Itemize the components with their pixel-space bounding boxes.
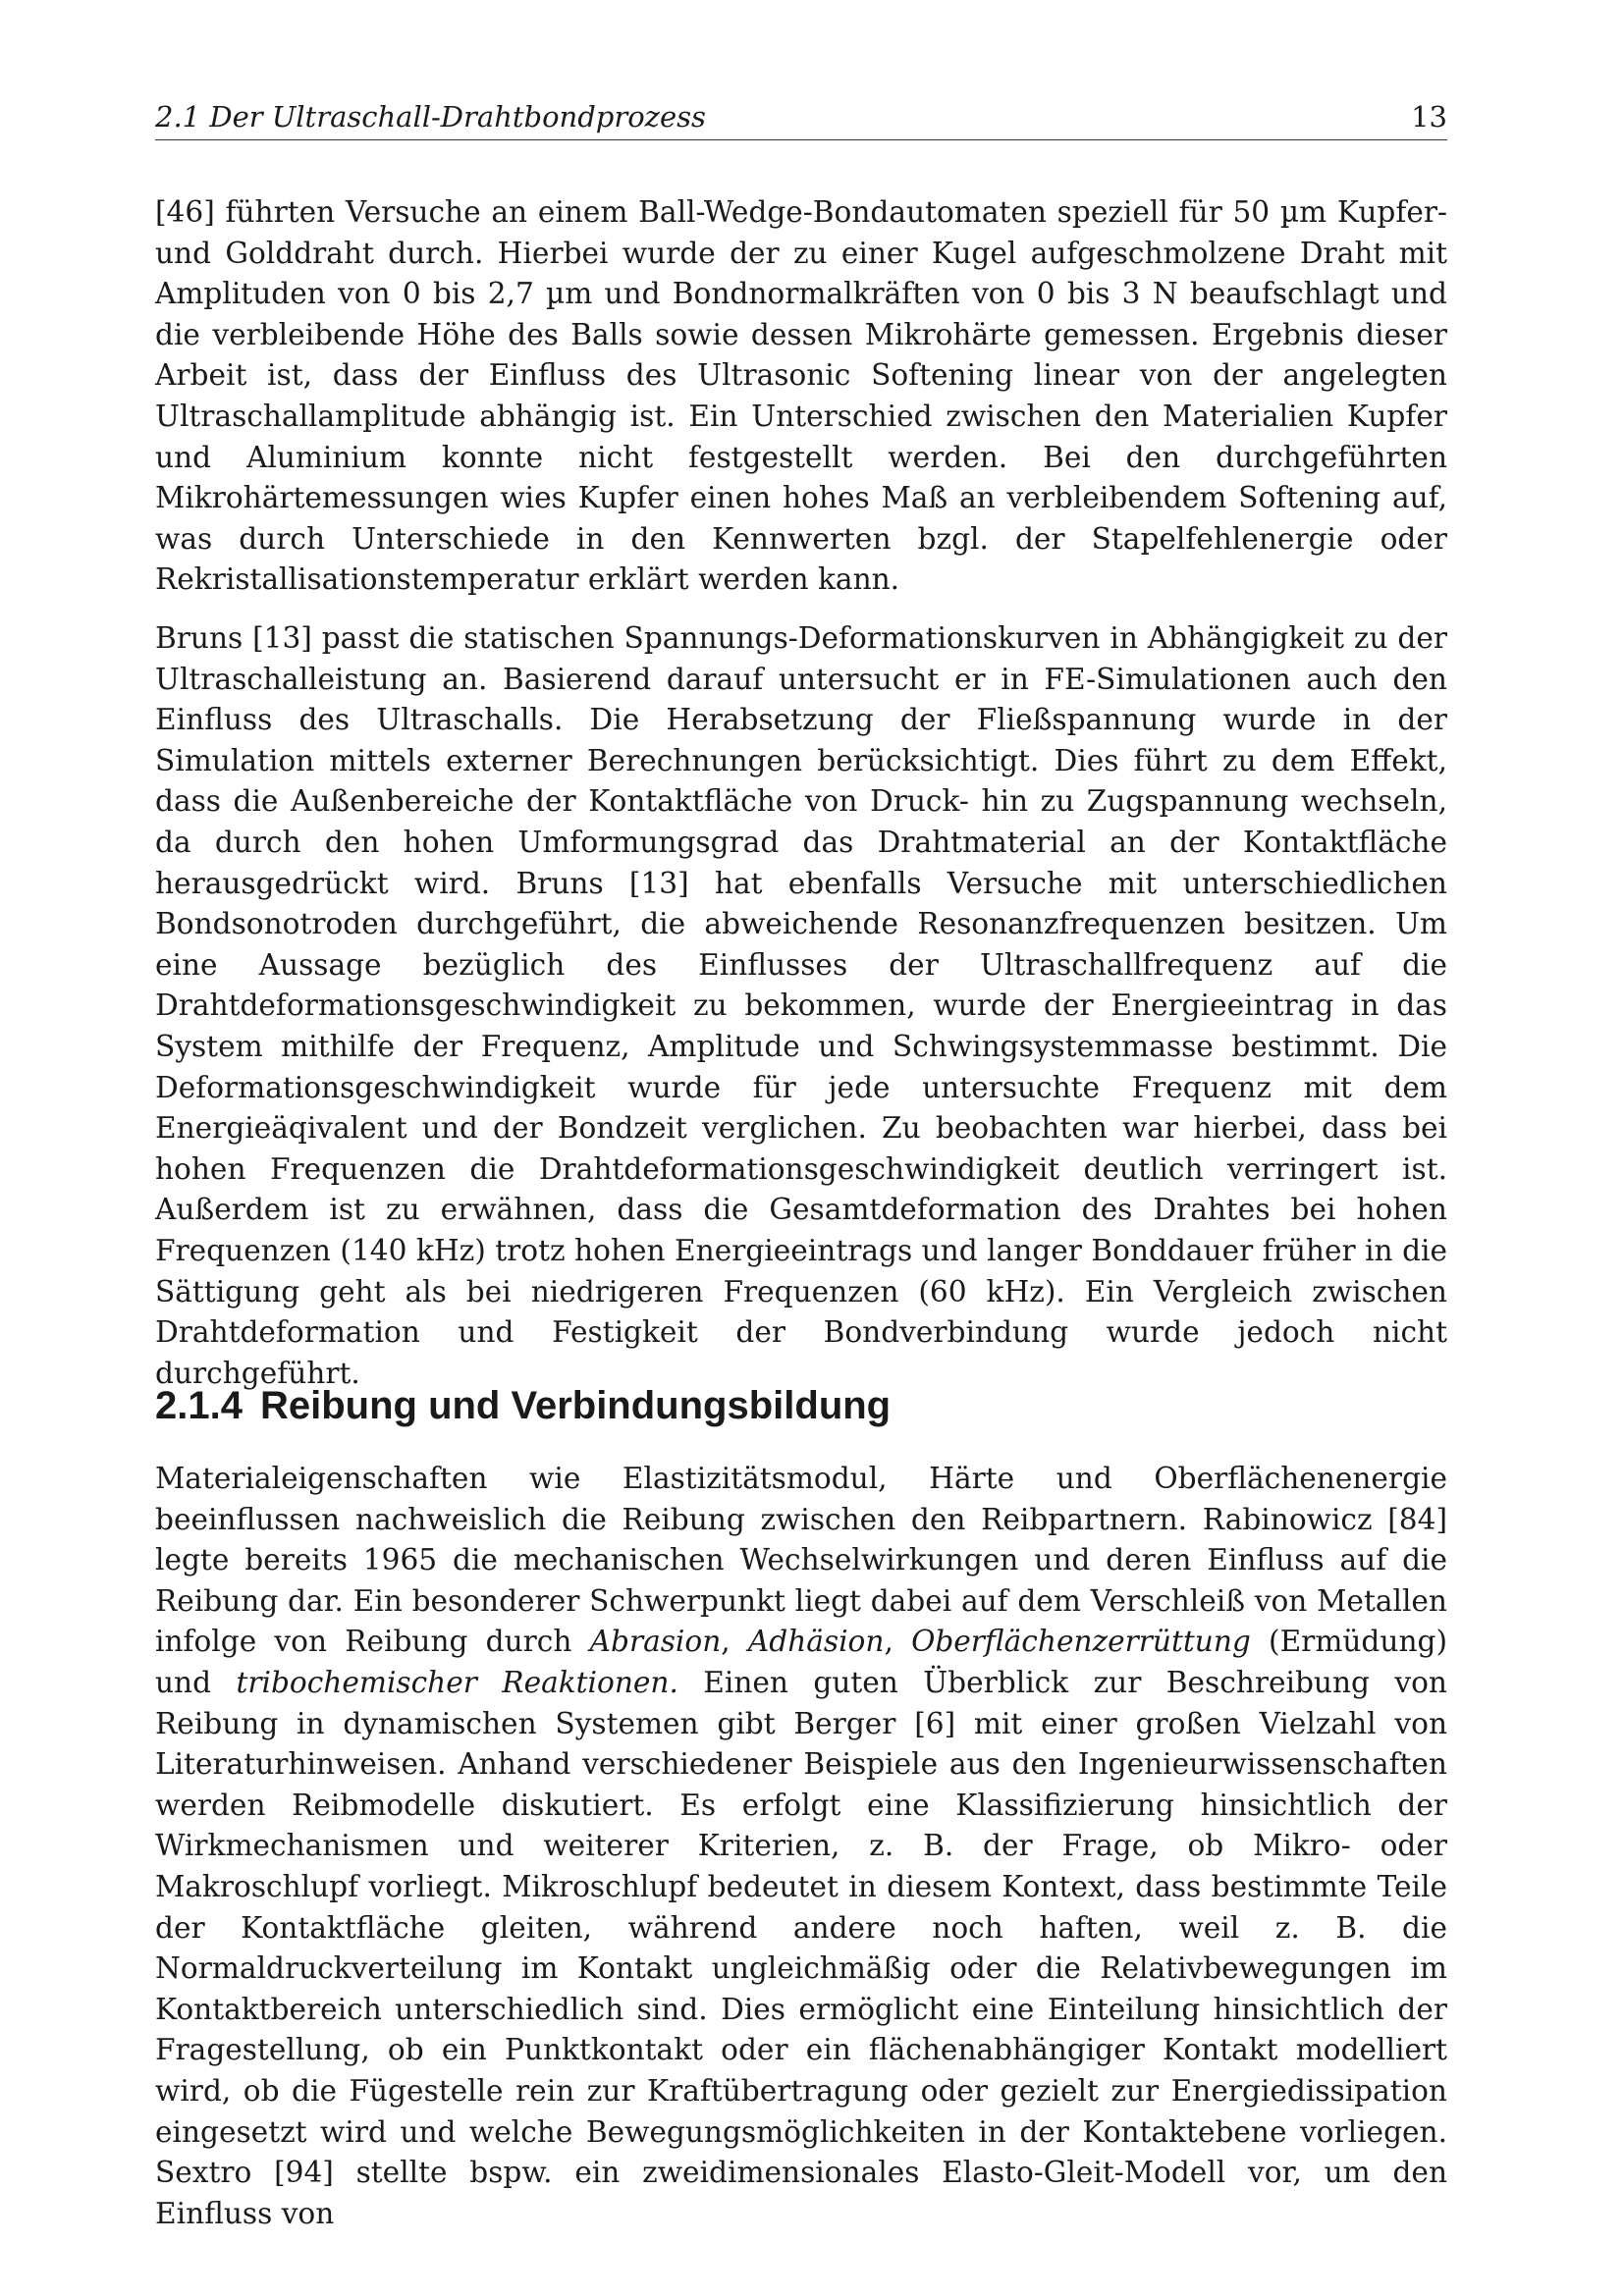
term-adhaesion: Adhäsion [747, 1625, 885, 1659]
separator: , [721, 1625, 748, 1659]
page-number: 13 [1411, 100, 1447, 133]
running-header [155, 94, 1447, 140]
term-tribochemische-reaktionen: tribochemischer Reaktionen. [236, 1665, 678, 1699]
section-number: 2.1.4 [155, 1384, 243, 1427]
paragraph-3-text-b: (Ermüdung) und [155, 1625, 1447, 1699]
separator: , [884, 1625, 912, 1659]
header-title: 2.1 Der Ultraschall-Drahtbondprozess [155, 100, 706, 133]
section-title: Reibung und Verbindungsbildung [259, 1384, 892, 1427]
section-heading [155, 1382, 891, 1429]
term-abrasion: Abrasion [589, 1625, 722, 1659]
term-oberflaechenzerruettung: Oberflächenzerrüttung [911, 1625, 1251, 1659]
paragraph-2: Bruns [13] passt die statischen Spannungs-Deformationskurven in Abhängigkeit zu der Ultraschalleistung an. Basierend darauf untersucht er in FE-Simulationen auch den Einfluss des Ultraschalls. Die Herabsetzung der Fließspannung wurde in der Simulation mittels externer Berechnungen berücksichtigt. Dies führt zu dem Effekt, dass die Außenbereiche der Kontaktfläche von Druck- hin zu Zugspannung wechseln, da durch den hohen Umformungsgrad das Drahtmaterial an der Kontaktfläche herausgedrückt wird. Bruns [13] hat ebenfalls Versuche mit unterschiedlichen Bondsonotroden durchgeführt, die abweichende Resonanzfrequenzen besitzen. Um eine Aussage bezüglich des Einflusses der Ultraschallfrequenz auf die Drahtdeformationsgeschwindigkeit zu bekommen, wurde der Energieeintrag in das System mithilfe der Frequenz, Amplitude und Schwingsystemmasse bestimmt. Die Deformationsgeschwindigkeit wurde für jede untersuchte Frequenz mit dem Energieäqivalent und der Bondzeit verglichen. Zu beobachten war hierbei, dass bei hohen Frequenzen die Drahtdeformationsgeschwindigkeit deutlich verringert ist. Außerdem ist zu erwähnen, dass die Gesamtdeformation des Drahtes bei hohen Frequenzen (140 kHz) trotz hohen Energieeintrags und langer Bonddauer früher in die Sättigung geht als bei niedrigeren Frequenzen (60 kHz). Ein Vergleich zwischen Drahtdeformation und Festigkeit der Bondverbindung wurde jedoch nicht durchgeführt. [155, 621, 1447, 1390]
paragraph-1: [46] führten Versuche an einem Ball-Wedge-Bondautomaten speziell für 50 µm Kupfer- und Golddraht durch. Hierbei wurde der zu einer Kugel aufgeschmolzene Draht mit Amplituden von 0 bis 2,7 µm und Bondnormalkräften von 0 bis 3 N beaufschlagt und die verbleibende Höhe des Balls sowie dessen Mikrohärte gemessen. Ergebnis dieser Arbeit ist, dass der Einfluss des Ultrasonic Softening linear von der angelegten Ultraschallamplitude abhängig ist. Ein Unterschied zwischen den Materialien Kupfer und Aluminium konnte nicht festgestellt werden. Bei den durchgeführten Mikrohärtemessungen wies Kupfer einen hohes Maß an verbleibendem Softening auf, was durch Unterschiede in den Kennwerten bzgl. der Stapelfehlenergie oder Rekristallisationstemperatur erklärt werden kann. [155, 195, 1447, 597]
paragraph-3 [155, 1459, 1447, 2234]
paragraph-3-text-c: Einen guten Überblick zur Beschreibung von Reibung in dynamischen Systemen gibt Berger [6] mit einer großen Vielzahl von Literaturhinweisen. Anhand verschiedener Beispiele aus den Ingenieurwissenschaften werden Reibmodelle diskutiert. Es erfolgt eine Klassifizierung hinsichtlich der Wirkmechanismen und weiterer Kriterien, z. B. der Frage, ob Mikro- oder Makroschlupf vorliegt. Mikroschlupf bedeutet in diesem Kontext, dass bestimmte Teile der Kontaktfläche gleiten, während andere noch haften, weil z. B. die Normaldruckverteilung im Kontakt ungleichmäßig oder die Relativbewegungen im Kontaktbereich unterschiedlich sind. Dies ermöglicht eine Einteilung hinsichtlich der Fragestellung, ob ein Punktkontakt oder ein flächenabhängiger Kontakt modelliert wird, ob die Fügestelle rein zur Kraftübertragung oder gezielt zur Energiedissipation eingesetzt wird und welche Bewegungsmöglichkeiten in der Kontaktebene vorliegen. Sextro [94] stellte bspw. ein zweidimensionales Elasto-Gleit-Modell vor, um den Einfluss von [155, 1665, 1447, 2230]
paragraph-3-text-a: Materialeigenschaften wie Elastizitätsmodul, Härte und Oberflächenenergie beeinflussen nachweislich die Reibung zwischen den Reibpartnern. Rabinowicz [84] legte bereits 1965 die mechanischen Wechselwirkungen und deren Einfluss auf die Reibung dar. Ein besonderer Schwerpunkt liegt dabei auf dem Verschleiß von Metallen infolge von Reibung durch [155, 1462, 1447, 1659]
